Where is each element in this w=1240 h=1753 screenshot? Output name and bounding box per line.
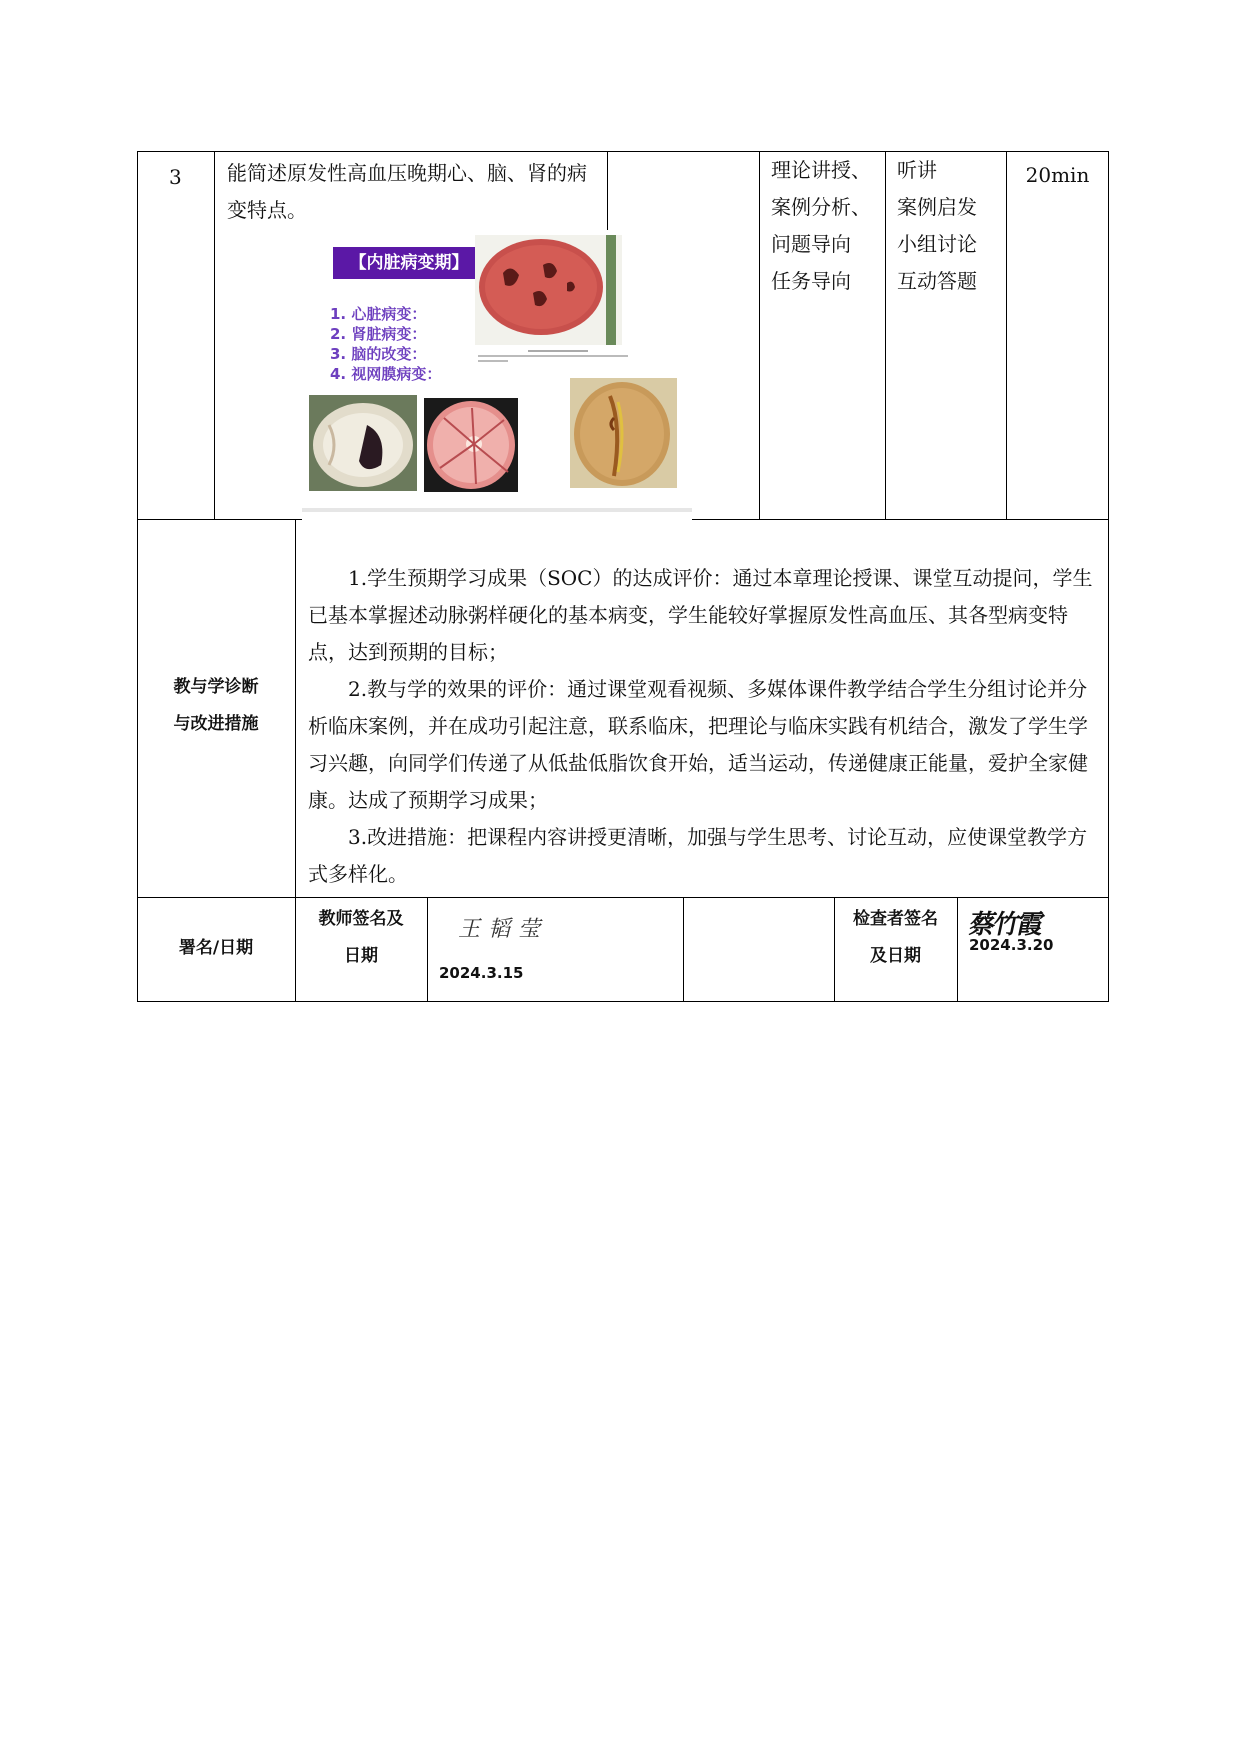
learning-methods bbox=[885, 151, 1006, 300]
learning-method: 案例启发 bbox=[897, 195, 977, 219]
diagnosis-label bbox=[137, 669, 295, 743]
table-border-right bbox=[1108, 151, 1109, 1002]
checker-signature-cell bbox=[958, 898, 1108, 1001]
checker-date: 2024.3.20 bbox=[969, 936, 1054, 954]
table-border-left bbox=[137, 151, 138, 1002]
learning-method: 互动答题 bbox=[897, 269, 977, 293]
diagnosis-content bbox=[308, 560, 1100, 893]
slide-title: 【内脏病变期】 bbox=[333, 247, 485, 279]
slide-item-retina: 4. 视网膜病变： bbox=[330, 365, 442, 383]
teaching-method: 问题导向 bbox=[771, 232, 851, 256]
brain-section-photo bbox=[309, 395, 417, 491]
teacher-signature-cell bbox=[428, 898, 683, 1001]
learning-method: 小组讨论 bbox=[897, 232, 977, 256]
teacher-signature: 王韬莹 bbox=[458, 917, 549, 942]
teacher-sign-label-line1: 教师签名及 bbox=[318, 909, 404, 929]
lesson-plan-table bbox=[137, 151, 1109, 1002]
col-divider bbox=[1006, 151, 1007, 519]
diagnosis-paragraph-3: 3.改进措施：把课程内容讲授更清晰，加强与学生思考、讨论互动，应使课堂教学方式多样化。 bbox=[308, 825, 1088, 886]
diagnosis-paragraph-1: 1.学生预期学习成果（SOC）的达成评价：通过本章理论授课、课堂互动提问，学生已基本掌握述动脉粥样硬化的基本病变，学生能较好掌握原发性高血压、其各型病变特点，达到预期的目标； bbox=[308, 566, 1093, 664]
diagnosis-label-line2: 与改进措施 bbox=[173, 714, 259, 734]
signature-label: 署名/日期 bbox=[178, 938, 254, 958]
teaching-method: 理论讲授、 bbox=[771, 158, 871, 182]
teacher-sign-label bbox=[295, 901, 427, 975]
checker-sign-label-line1: 检查者签名 bbox=[853, 909, 938, 929]
diagnosis-paragraph-2: 2.教与学的效果的评价：通过课堂观看视频、多媒体课件教学结合学生分组讨论并分析临床案例，并在成功引起注意，联系临床，把理论与临床实践有机结合，激发了学生学习兴趣，向同学们传递了从低盐低脂饮食开始，适当运动，传递健康正能量，爱护全家健康。达成了预期学习成果； bbox=[308, 677, 1088, 812]
teaching-method: 任务导向 bbox=[771, 269, 851, 293]
objective-text: 能简述原发性高血压晚期心、脑、肾的病变特点。 bbox=[227, 161, 587, 222]
checker-sign-label-line2: 及日期 bbox=[870, 946, 921, 966]
checker-signature: 蔡竹霞 bbox=[966, 910, 1045, 940]
retina-photo bbox=[424, 398, 518, 492]
teaching-methods bbox=[759, 151, 885, 300]
heart-section-photo bbox=[475, 235, 622, 345]
slide-item-brain: 3. 脑的改变： bbox=[330, 345, 427, 363]
col-divider bbox=[683, 897, 684, 1002]
slide-item-heart: 1. 心脏病变： bbox=[330, 305, 427, 323]
teacher-sign-label-line2: 日期 bbox=[344, 946, 378, 966]
teacher-date: 2024.3.15 bbox=[439, 964, 524, 982]
teaching-method: 案例分析、 bbox=[771, 195, 871, 219]
objective-cell bbox=[215, 151, 607, 519]
checker-sign-label bbox=[834, 901, 957, 975]
learning-method: 听讲 bbox=[897, 158, 937, 182]
table-border-bottom bbox=[137, 1001, 1109, 1002]
blank-cell bbox=[608, 151, 759, 519]
slide-item-kidney: 2. 肾脏病变： bbox=[330, 325, 427, 343]
diagnosis-label-line1: 教与学诊断 bbox=[173, 677, 259, 697]
time-value: 20min bbox=[1025, 163, 1090, 187]
row-number: 3 bbox=[169, 165, 182, 189]
slide-list bbox=[330, 304, 441, 384]
